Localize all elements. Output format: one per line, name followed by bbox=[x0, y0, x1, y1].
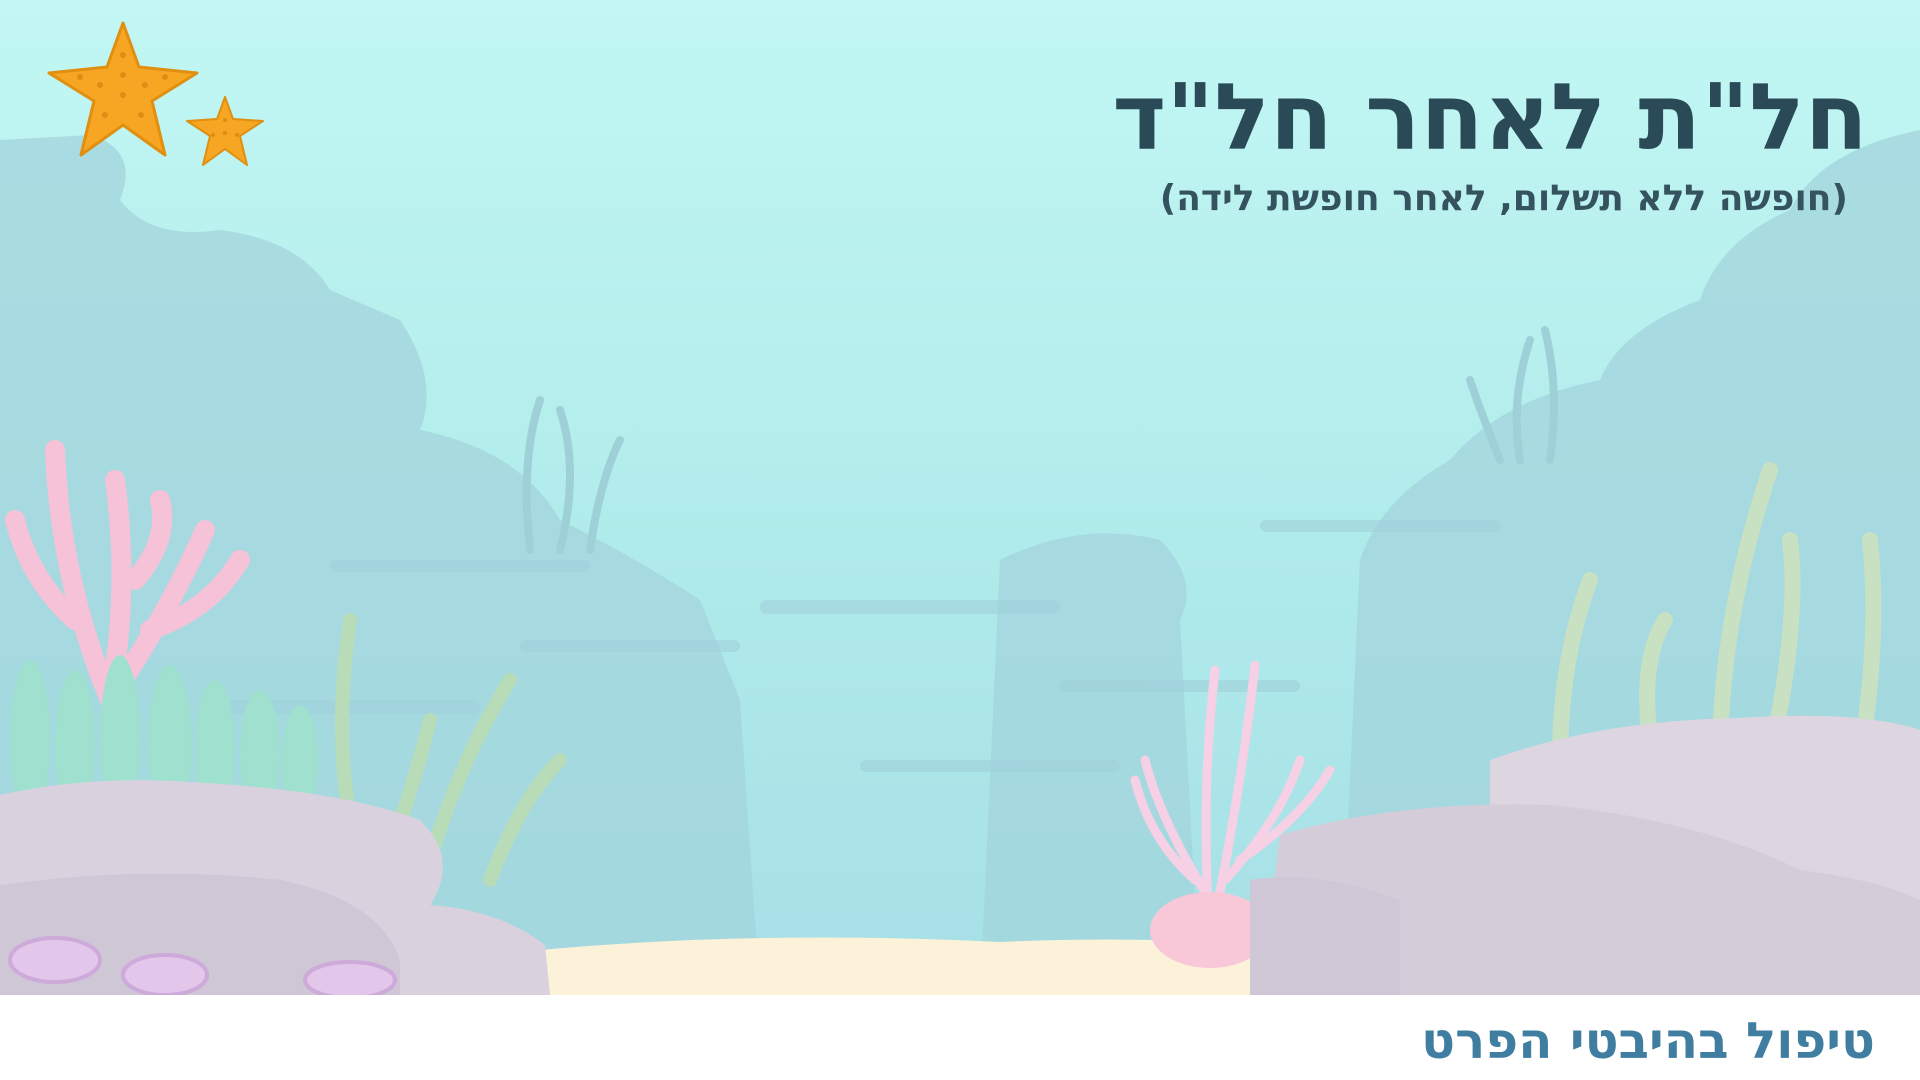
rock-right-small bbox=[1250, 878, 1400, 996]
starfish-small-icon bbox=[187, 97, 263, 165]
slide-title: חל"ת לאחר חל"ד bbox=[1112, 64, 1868, 171]
footer-caption: טיפול בהיבטי הפרט bbox=[1421, 1012, 1875, 1070]
slide-subtitle: (חופשה ללא תשלום, לאחר חופשת לידה) bbox=[1159, 178, 1848, 219]
starfish-large-icon bbox=[49, 23, 197, 155]
starfish-icon bbox=[45, 15, 275, 175]
